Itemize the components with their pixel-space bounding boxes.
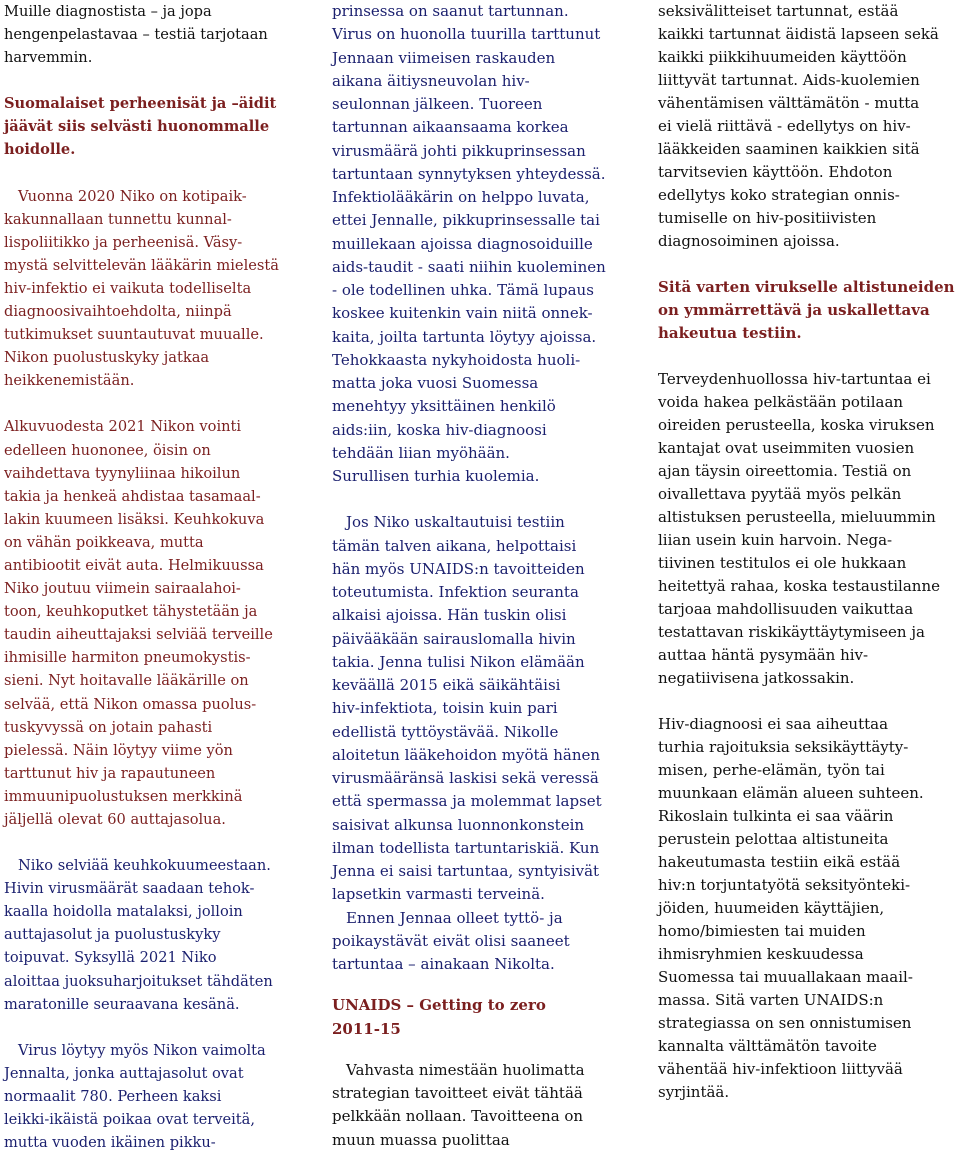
paragraph-niko-2021: Alkuvuodesta 2021 Nikon vointi edelleen huononee, öisin on vaihdettava tyynyliinaa hikoilun takia ja henkeä ahdistaa tasamaal- lakin kuumeen lisäksi. Keuhkokuva on vähän poikkeava, mutta antibiootit eivät auta. Helmikuussa Niko joutuu viimein sairaalahoi- toon, keuhkoputket tähystetään ja taudin aiheuttajaksi selviää terveille ihmisille harmiton pneumokystis- sieni. Nyt hoitavalle lääkärille on selvää, että Nikon omassa puolus- tuskyvyssä on jotain pahasti pielessä. Näin löytyy viime yön tarttunut hiv ja rapautuneen immuunipuolustuksen merkkinä jäljellä olevat 60 auttajasolua.: [4, 418, 273, 828]
paragraph-intro-end: Muille diagnostista – ja jopa hengenpelastavaa – testiä tarjotaan harvemmin.: [4, 3, 268, 67]
paragraph-if-tested: Jos Niko uskaltautuisi testiin tämän talven aikana, helpottaisi hän myös UNAIDS:n tavoitteiden toteutumista. Infektion seuranta alkaisi ajoissa. Hän tuskin olisi päivääkään sairauslomalla hivin takia. Jenna tulisi Nikon elämään keväällä 2015 eikä säikähtäisi hiv-infektiota, toisin kuin pari edellistä tyttöystävää. Nikolle aloitetun lääkehoidon myötä hänen virusmääränsä laskisi sekä veressä että spermassa ja molemmat lapset saisivat alkunsa luonnonkonstein ilman todellista tartuntariskiä. Kun Jenna ei saisi tartuntaa, syntyisivät lapsetkin varmasti terveinä.: [332, 513, 602, 904]
paragraph-niko-2020: Vuonna 2020 Niko on kotipaik- kakunnallaan tunnettu kunnal- lispoliitikko ja perheenisä. Väsy- mystä selvittelevän lääkärin mielestä hiv-infektio ei vaikuta todelliselta diagnoosivaihtoehdolta, niinpä tutkimukset suuntautuvat muualle. Nikon puolustuskyky jatkaa heikkenemistään.: [4, 187, 279, 390]
paragraph-earlier-partners: Ennen Jennaa olleet tyttö- ja poikaystävät eivät olisi saaneet tartuntaa – ainakaan Nikolta.: [332, 908, 570, 973]
column-1: [4, 0, 304, 1152]
paragraph-goals: seksivälitteiset tartunnat, estää kaikki tartunnat äidistä lapseen sekä kaikki piikkihuumeiden käyttöön liittyvät tartunnat. Aids-kuolemien vähentämisen välttämätön - mutta ei vielä riittävä - edellytys on hiv- lääkkeiden saaminen kaikkien sitä tarvitsevien käyttöön. Ehdoton edellytys koko strategian onnis- tumiselle on hiv-positiivisten diagnosoiminen ajoissa.: [658, 2, 939, 250]
paragraph-discrimination: Hiv-diagnoosi ei saa aiheuttaa turhia rajoituksia seksikäyttäyty- misen, perhe-elämän, työn tai muunkaan elämän alueen suhteen. Rikoslain tulkinta ei saa väärin perustein pelottaa altistuneita hakeutumasta testiin eikä estää hiv:n torjuntatyötä seksityönteki- jöiden, huumeiden käyttäjien, homo/bimiesten tai muiden ihmisryhmien keskuudessa Suomessa tai muuallakaan maail- massa. Sitä varten UNAIDS:n strategiassa on sen onnistumisen kannalta välttämätön tavoite vähentää hiv-infektioon liittyvää syrjintää.: [658, 715, 924, 1101]
paragraph-niko-recovery: Niko selviää keuhkokuumeestaan. Hivin virusmäärät saadaan tehok- kaalla hoidolla matalaksi, jolloin auttajasolut ja puolustuskyky toipuvat. Syksyllä 2021 Niko aloittaa juoksuharjoitukset tähdäten maratonille seuraavana kesänä.: [4, 857, 273, 1013]
heading-testing: Sitä varten virukselle altistuneiden on ymmärrettävä ja uskallettava hakeutua testiin.: [658, 278, 955, 342]
column-2: [332, 0, 632, 1149]
paragraph-strategy: Vahvasta nimestään huolimatta strategian tavoitteet eivät tähtää pelkkään nollaan. Tavoitteena on muun muassa puolittaa: [332, 1060, 585, 1149]
paragraph-jenna: Virus löytyy myös Nikon vaimolta Jennalta, jonka auttajasolut ovat normaalit 780. Perheen kaksi leikki-ikäistä poikaa ovat terveitä, mutta vuoden ikäinen pikku-: [4, 1041, 266, 1152]
paragraph-princess: prinsessa on saanut tartunnan. Virus on huonolla tuurilla tarttunut Jennaan viimeisen raskauden aikana äitiysneuvolan hiv- seulonnan jälkeen. Tuoreen tartunnan aikaansaama korkea virusmäärä johti pikkuprinsessan tartuntaan synnytyksen yhteydessä. Infektiolääkärin on helppo luvata, ettei Jennalle, pikkuprinsessalle tai muillekaan ajoissa diagnosoiduille aids-taudit - saati niihin kuoleminen - ole todellinen uhka. Tämä lupaus koskee kuitenkin vain niitä onnek- kaita, joilta tartunta löytyy ajoissa. Tehokkaasta nykyhoidosta huoli- matta joka vuosi Suomessa menehtyy yksittäinen henkilö aids:iin, koska hiv-diagnoosi tehdään liian myöhään. Surullisen turhia kuolemia.: [332, 2, 606, 485]
heading-unaids: UNAIDS – Getting to zero 2011-15: [332, 996, 546, 1038]
column-3: [658, 0, 958, 1133]
heading-families: Suomalaiset perheenisät ja –äidit jäävät siis selvästi huonommalle hoidolle.: [4, 95, 277, 159]
paragraph-healthcare: Terveydenhuollossa hiv-tartuntaa ei voida hakea pelkästään potilaan oireiden perusteella, koska viruksen kantajat ovat useimmiten vuosien ajan täysin oireettomia. Testiä on oivallettava pyytää myös pelkän altistuksen perusteella, mieluummin liian usein kuin harvoin. Nega- tiivinen testitulos ei ole hukkaan heitettyä rahaa, koska testaustilanne tarjoaa mahdollisuuden vaikuttaa testattavan riskikäyttäytymiseen ja auttaa häntä pysymään hiv- negatiivisena jatkossakin.: [658, 370, 940, 687]
